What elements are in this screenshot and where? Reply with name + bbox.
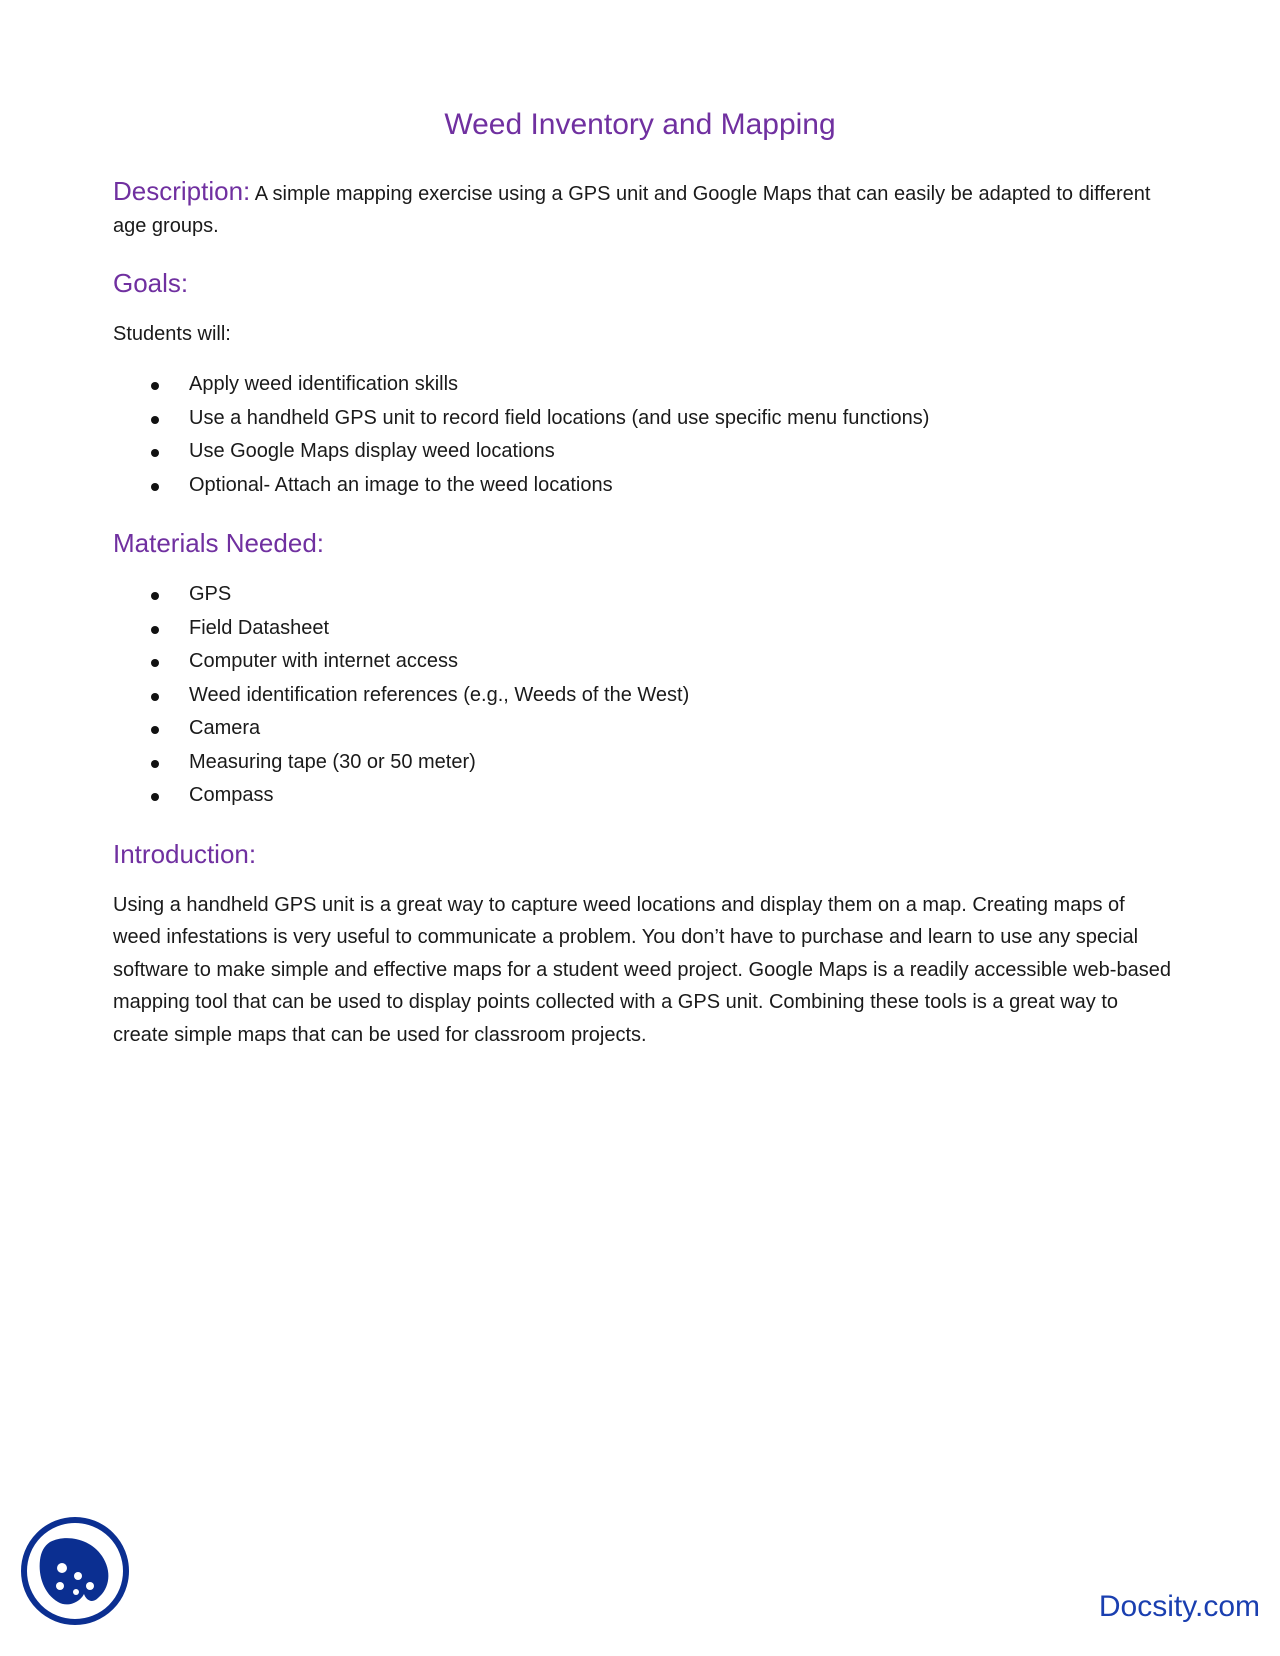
materials-section xyxy=(113,526,1173,813)
list-item-text: Use Google Maps display weed locations xyxy=(189,440,555,462)
description-heading: Description: xyxy=(113,176,251,206)
list-item-text: Camera xyxy=(189,717,261,739)
bullet-icon xyxy=(151,726,159,734)
description-text: A simple mapping exercise using a GPS unit and Google Maps that can easily be adapted to different age groups. xyxy=(113,183,1151,237)
list-item xyxy=(113,435,1173,469)
bullet-icon xyxy=(151,483,159,491)
list-item xyxy=(113,368,1173,402)
docsity-brand-link[interactable]: Docsity.com xyxy=(1098,1590,1260,1623)
list-item-text: Apply weed identification skills xyxy=(189,373,459,395)
list-item-text: Use a handheld GPS unit to record field locations (and use specific menu functions) xyxy=(189,406,930,429)
list-item xyxy=(113,469,1173,503)
bullet-icon xyxy=(151,626,159,634)
introduction-heading: Introduction: xyxy=(113,838,257,869)
list-item xyxy=(113,612,1173,646)
goals-heading: Goals: xyxy=(113,268,189,298)
document-content xyxy=(113,174,1173,1051)
list-item-text: GPS xyxy=(189,583,232,605)
logo-graphic xyxy=(20,1516,130,1626)
materials-heading: Materials Needed: xyxy=(113,528,324,558)
list-item-text: Measuring tape (30 or 50 meter) xyxy=(189,750,476,773)
list-item-text: Optional- Attach an image to the weed locations xyxy=(189,473,613,496)
goals-intro: Students will: xyxy=(113,323,231,345)
list-item xyxy=(113,645,1173,679)
list-item xyxy=(113,402,1173,436)
goals-section xyxy=(113,266,1173,502)
bullet-icon xyxy=(151,693,159,701)
bullet-icon xyxy=(151,793,159,801)
document-title: Weed Inventory and Mapping xyxy=(444,108,836,141)
bullet-icon xyxy=(151,659,159,667)
introduction-section xyxy=(113,837,1173,1052)
bullet-icon xyxy=(151,449,159,457)
list-item xyxy=(113,712,1173,746)
list-item xyxy=(113,746,1173,780)
list-item-text: Weed identification references (e.g., Weeds of the West) xyxy=(189,683,690,706)
list-item xyxy=(113,779,1173,813)
docsity-logo-icon[interactable] xyxy=(20,1516,130,1626)
goals-list xyxy=(113,368,1173,502)
list-item-text: Field Datasheet xyxy=(189,616,330,639)
list-item xyxy=(113,578,1173,612)
list-item-text: Computer with internet access xyxy=(189,650,459,672)
materials-list xyxy=(113,578,1173,813)
list-item-text: Compass xyxy=(189,784,274,806)
bullet-icon xyxy=(151,592,159,600)
bullet-icon xyxy=(151,416,159,424)
introduction-text: Using a handheld GPS unit is a great way to capture weed locations and display them on a map. Creating maps of weed infestations is very useful to communicate a problem. You don’t have to purchase and learn to use any special software to make simple and effective maps for a student weed project. Google Maps is a readily accessible web-based mapping tool that can be used to display points collected with a GPS unit. Combining these tools is a great way to create simple maps that can be used for classroom projects. xyxy=(113,893,1171,1046)
bullet-icon xyxy=(151,382,159,390)
description-section xyxy=(113,174,1173,242)
list-item xyxy=(113,679,1173,713)
bullet-icon xyxy=(151,760,159,768)
